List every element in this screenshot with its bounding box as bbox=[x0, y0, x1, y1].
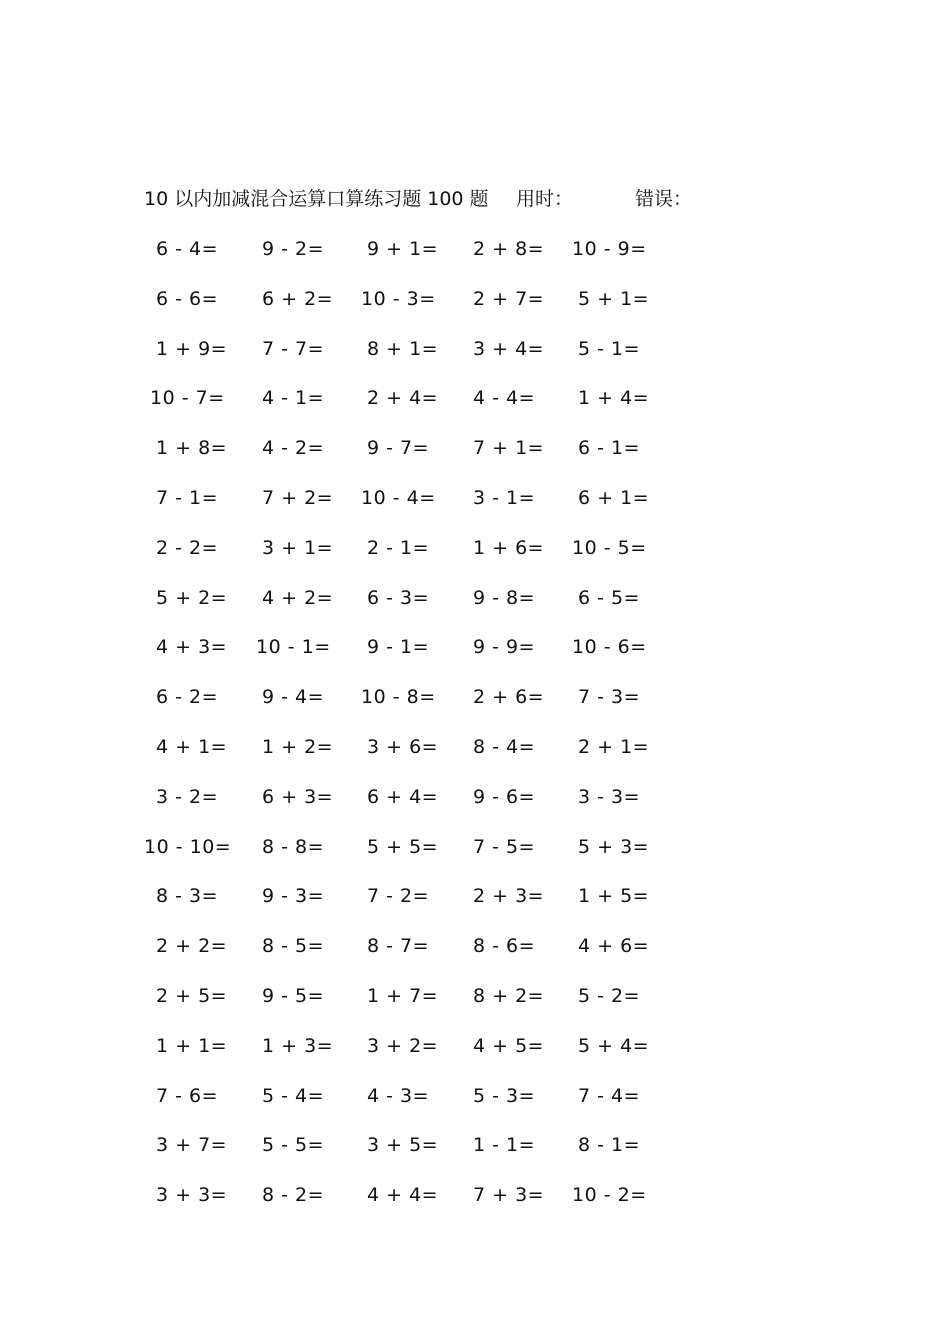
problem-r1-c3: 9 + 1= bbox=[367, 238, 439, 260]
problem-r4-c3: 2 + 4= bbox=[367, 387, 439, 409]
problem-r7-c1: 2 - 2= bbox=[156, 537, 219, 559]
problem-r5-c5: 6 - 1= bbox=[578, 437, 641, 459]
problem-r14-c5: 1 + 5= bbox=[578, 885, 650, 907]
time-label: 用时： bbox=[516, 188, 574, 210]
problem-r5-c3: 9 - 7= bbox=[367, 437, 430, 459]
problem-r11-c4: 8 - 4= bbox=[473, 736, 536, 758]
problem-r12-c3: 6 + 4= bbox=[367, 786, 439, 808]
problem-r11-c1: 4 + 1= bbox=[156, 736, 228, 758]
problem-r17-c3: 3 + 2= bbox=[367, 1035, 439, 1057]
problem-r20-c4: 7 + 3= bbox=[473, 1184, 545, 1206]
problem-r18-c3: 4 - 3= bbox=[367, 1085, 430, 1107]
problem-r18-c1: 7 - 6= bbox=[156, 1085, 219, 1107]
problem-r17-c5: 5 + 4= bbox=[578, 1035, 650, 1057]
problem-r6-c5: 6 + 1= bbox=[578, 487, 650, 509]
problem-r3-c4: 3 + 4= bbox=[473, 338, 545, 360]
problem-r6-c4: 3 - 1= bbox=[473, 487, 536, 509]
problem-r4-c1: 10 - 7= bbox=[150, 387, 225, 409]
problem-r2-c2: 6 + 2= bbox=[262, 288, 334, 310]
problem-r14-c2: 9 - 3= bbox=[262, 885, 325, 907]
problem-r3-c3: 8 + 1= bbox=[367, 338, 439, 360]
problem-r19-c2: 5 - 5= bbox=[262, 1134, 325, 1156]
problem-r6-c2: 7 + 2= bbox=[262, 487, 334, 509]
problem-r13-c3: 5 + 5= bbox=[367, 836, 439, 858]
problem-r18-c4: 5 - 3= bbox=[473, 1085, 536, 1107]
problem-r12-c2: 6 + 3= bbox=[262, 786, 334, 808]
problem-r2-c4: 2 + 7= bbox=[473, 288, 545, 310]
problem-r16-c1: 2 + 5= bbox=[156, 985, 228, 1007]
worksheet-title: 10 以内加减混合运算口算练习题 100 题 bbox=[144, 188, 489, 210]
problem-r16-c5: 5 - 2= bbox=[578, 985, 641, 1007]
problem-r1-c2: 9 - 2= bbox=[262, 238, 325, 260]
problem-r20-c5: 10 - 2= bbox=[572, 1184, 647, 1206]
errors-label: 错误： bbox=[635, 188, 693, 210]
problem-r13-c4: 7 - 5= bbox=[473, 836, 536, 858]
problem-r5-c2: 4 - 2= bbox=[262, 437, 325, 459]
problem-r7-c4: 1 + 6= bbox=[473, 537, 545, 559]
problem-r1-c1: 6 - 4= bbox=[156, 238, 219, 260]
problem-r4-c4: 4 - 4= bbox=[473, 387, 536, 409]
problem-r15-c3: 8 - 7= bbox=[367, 935, 430, 957]
problem-r4-c2: 4 - 1= bbox=[262, 387, 325, 409]
problem-r1-c5: 10 - 9= bbox=[572, 238, 647, 260]
problem-r5-c1: 1 + 8= bbox=[156, 437, 228, 459]
problem-r16-c2: 9 - 5= bbox=[262, 985, 325, 1007]
problem-r18-c2: 5 - 4= bbox=[262, 1085, 325, 1107]
problem-r8-c2: 4 + 2= bbox=[262, 587, 334, 609]
problem-r17-c1: 1 + 1= bbox=[156, 1035, 228, 1057]
problem-r12-c4: 9 - 6= bbox=[473, 786, 536, 808]
problem-r16-c3: 1 + 7= bbox=[367, 985, 439, 1007]
problem-r10-c5: 7 - 3= bbox=[578, 686, 641, 708]
problem-r14-c4: 2 + 3= bbox=[473, 885, 545, 907]
problem-r18-c5: 7 - 4= bbox=[578, 1085, 641, 1107]
problem-r17-c2: 1 + 3= bbox=[262, 1035, 334, 1057]
problem-r5-c4: 7 + 1= bbox=[473, 437, 545, 459]
problem-r10-c3: 10 - 8= bbox=[361, 686, 436, 708]
problem-r19-c4: 1 - 1= bbox=[473, 1134, 536, 1156]
problem-r2-c3: 10 - 3= bbox=[361, 288, 436, 310]
problem-r9-c4: 9 - 9= bbox=[473, 636, 536, 658]
problem-r1-c4: 2 + 8= bbox=[473, 238, 545, 260]
problem-r7-c5: 10 - 5= bbox=[572, 537, 647, 559]
problem-r15-c2: 8 - 5= bbox=[262, 935, 325, 957]
problem-r20-c2: 8 - 2= bbox=[262, 1184, 325, 1206]
problem-r13-c5: 5 + 3= bbox=[578, 836, 650, 858]
problem-r13-c1: 10 - 10= bbox=[144, 836, 232, 858]
problem-r3-c2: 7 - 7= bbox=[262, 338, 325, 360]
problem-r16-c4: 8 + 2= bbox=[473, 985, 545, 1007]
problem-r10-c1: 6 - 2= bbox=[156, 686, 219, 708]
problem-r19-c5: 8 - 1= bbox=[578, 1134, 641, 1156]
problem-r9-c3: 9 - 1= bbox=[367, 636, 430, 658]
problem-r8-c1: 5 + 2= bbox=[156, 587, 228, 609]
problem-r20-c1: 3 + 3= bbox=[156, 1184, 228, 1206]
problem-r12-c5: 3 - 3= bbox=[578, 786, 641, 808]
problem-r4-c5: 1 + 4= bbox=[578, 387, 650, 409]
problem-r19-c3: 3 + 5= bbox=[367, 1134, 439, 1156]
problem-r8-c4: 9 - 8= bbox=[473, 587, 536, 609]
problem-r10-c4: 2 + 6= bbox=[473, 686, 545, 708]
problem-r3-c5: 5 - 1= bbox=[578, 338, 641, 360]
problem-r11-c2: 1 + 2= bbox=[262, 736, 334, 758]
problem-r11-c3: 3 + 6= bbox=[367, 736, 439, 758]
problem-r20-c3: 4 + 4= bbox=[367, 1184, 439, 1206]
problem-r14-c1: 8 - 3= bbox=[156, 885, 219, 907]
problem-r9-c2: 10 - 1= bbox=[256, 636, 331, 658]
problem-r3-c1: 1 + 9= bbox=[156, 338, 228, 360]
problem-r15-c1: 2 + 2= bbox=[156, 935, 228, 957]
problem-r17-c4: 4 + 5= bbox=[473, 1035, 545, 1057]
problem-r15-c4: 8 - 6= bbox=[473, 935, 536, 957]
problem-r14-c3: 7 - 2= bbox=[367, 885, 430, 907]
problem-r12-c1: 3 - 2= bbox=[156, 786, 219, 808]
problem-r19-c1: 3 + 7= bbox=[156, 1134, 228, 1156]
problem-r2-c5: 5 + 1= bbox=[578, 288, 650, 310]
problem-r11-c5: 2 + 1= bbox=[578, 736, 650, 758]
problem-r10-c2: 9 - 4= bbox=[262, 686, 325, 708]
problem-r15-c5: 4 + 6= bbox=[578, 935, 650, 957]
problem-r9-c1: 4 + 3= bbox=[156, 636, 228, 658]
problem-r2-c1: 6 - 6= bbox=[156, 288, 219, 310]
problem-r8-c3: 6 - 3= bbox=[367, 587, 430, 609]
problem-r9-c5: 10 - 6= bbox=[572, 636, 647, 658]
problem-r7-c3: 2 - 1= bbox=[367, 537, 430, 559]
problem-r7-c2: 3 + 1= bbox=[262, 537, 334, 559]
problem-r6-c1: 7 - 1= bbox=[156, 487, 219, 509]
problem-r6-c3: 10 - 4= bbox=[361, 487, 436, 509]
problem-r13-c2: 8 - 8= bbox=[262, 836, 325, 858]
problem-r8-c5: 6 - 5= bbox=[578, 587, 641, 609]
